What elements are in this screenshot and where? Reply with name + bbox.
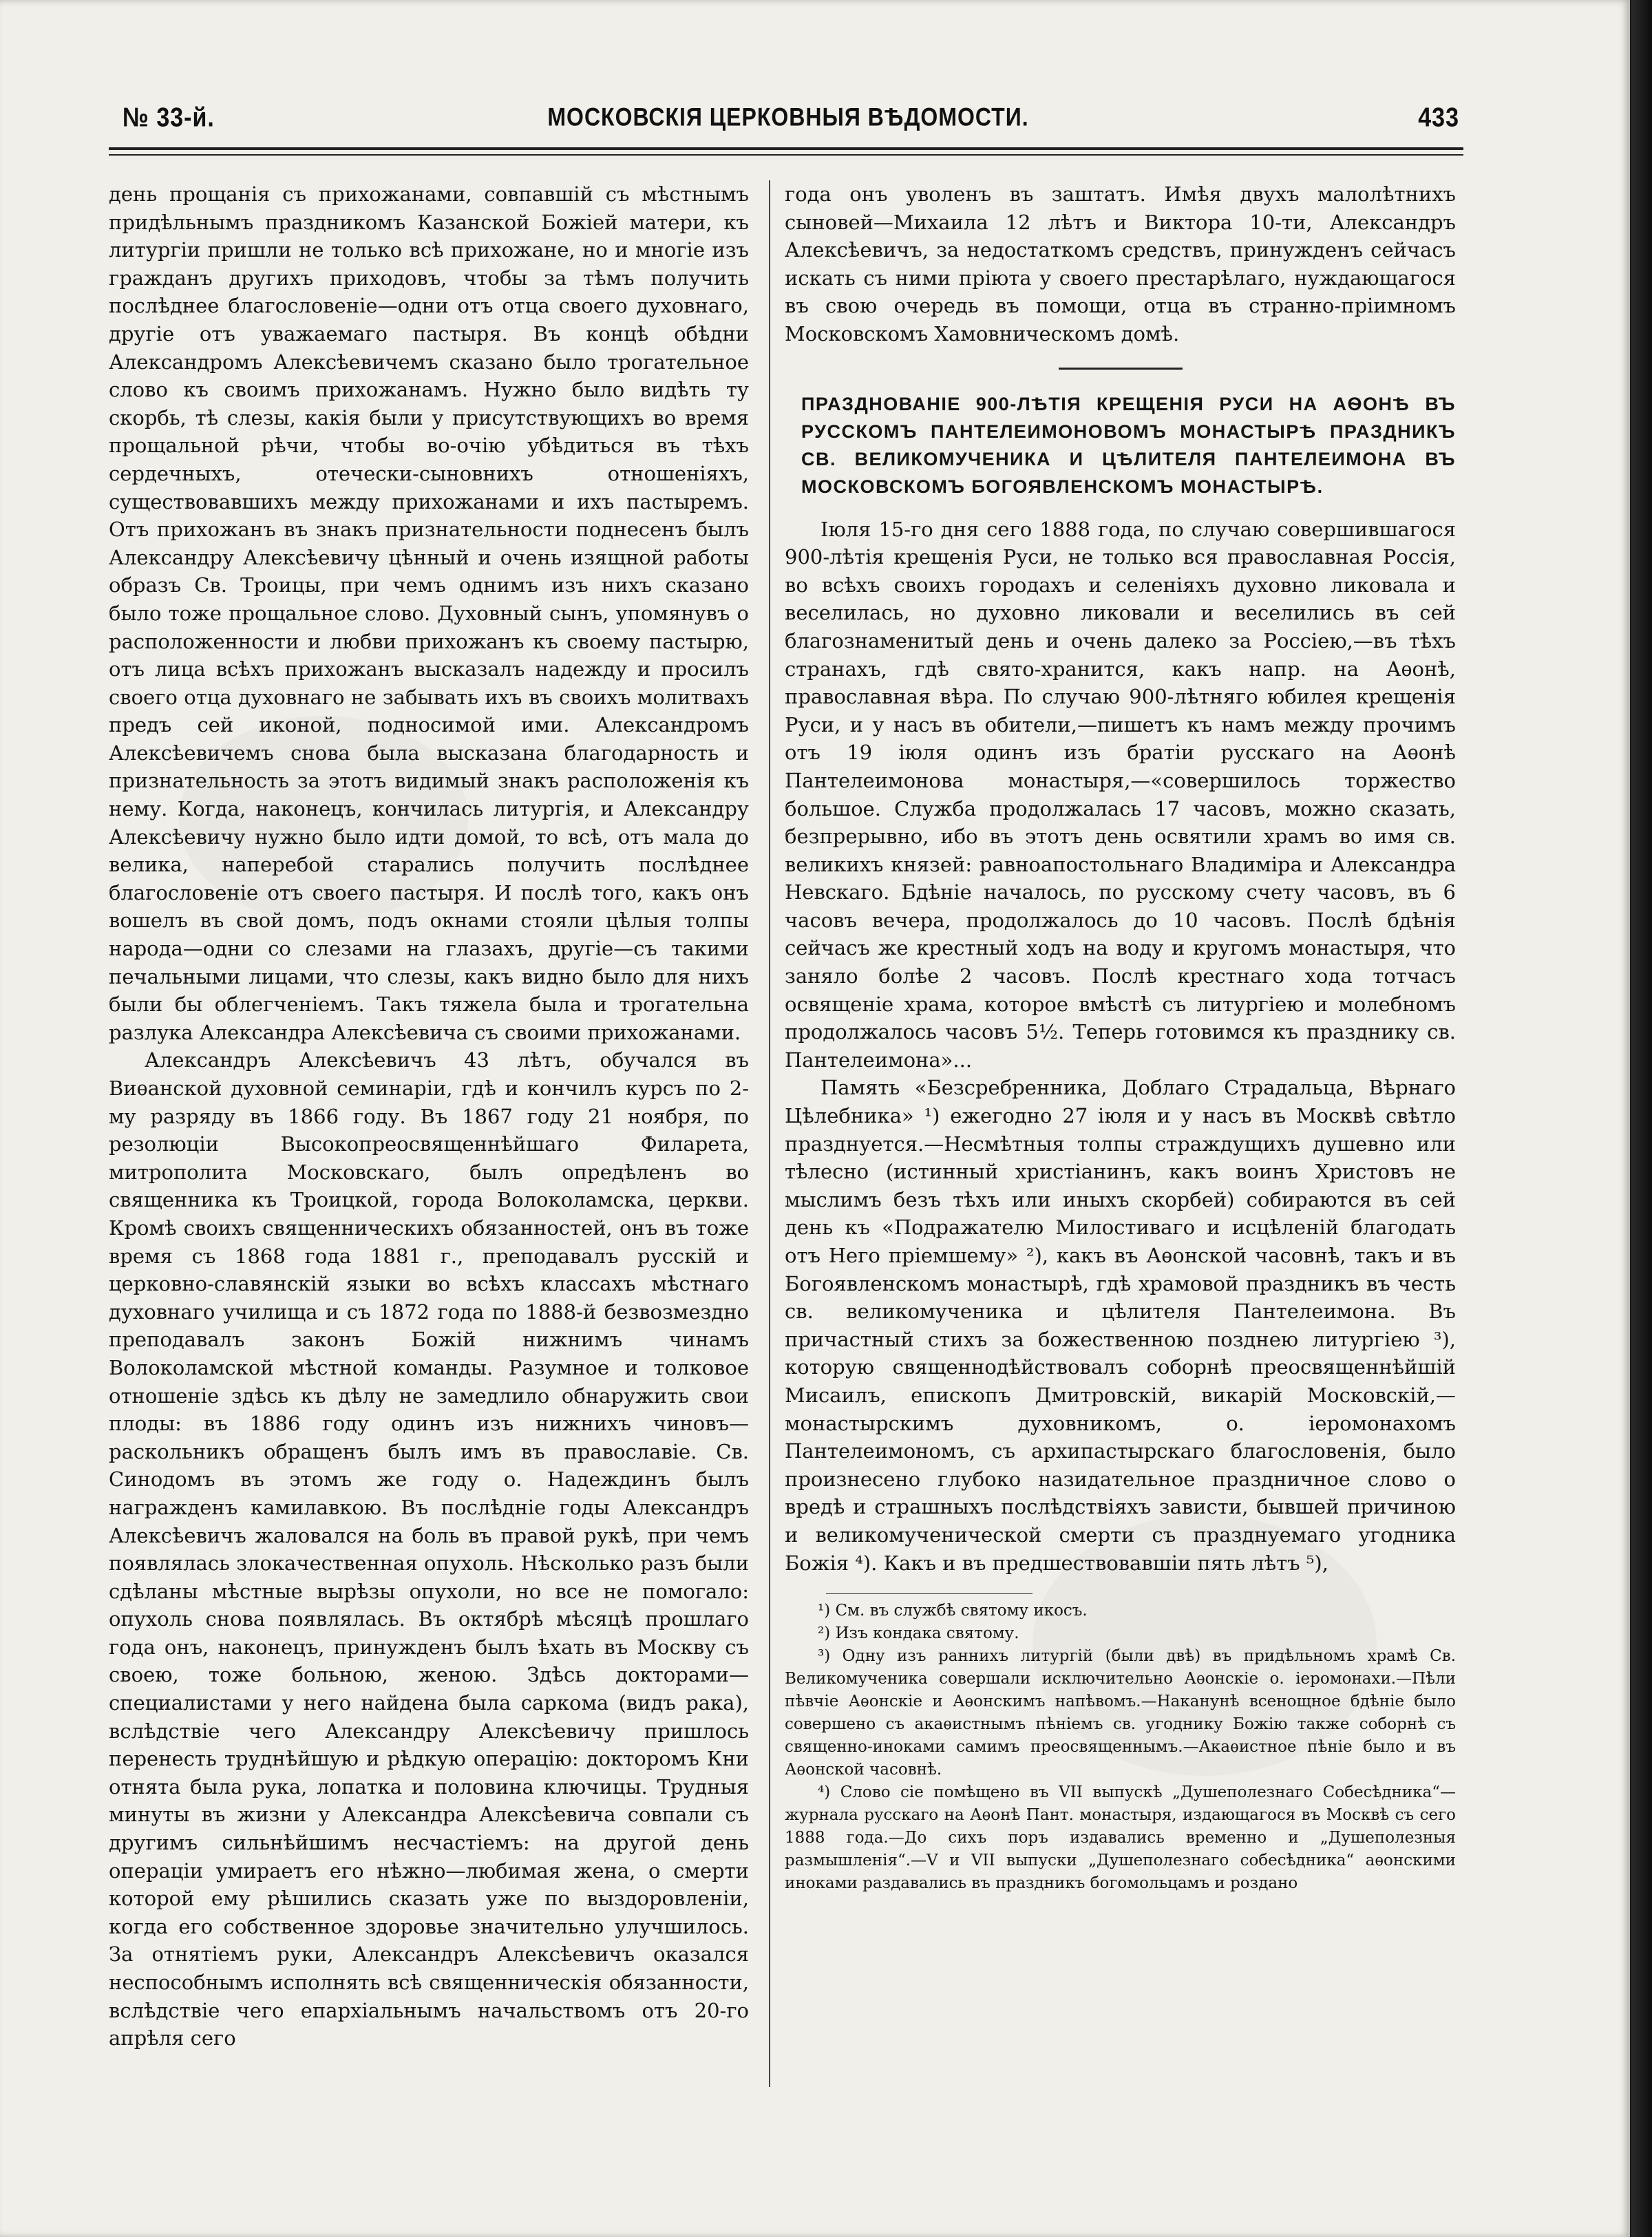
left-column <box>109 180 749 2053</box>
paragraph: Александръ Алексѣевичъ 43 лѣтъ, обучался въ Виѳанской духовной семинаріи, гдѣ и кончилъ курсъ по 2-му разряду въ 1866 году. Въ 1867 году 21 ноября, по резолюціи Высокопреосвященнѣйшаго Филарета, митрополита Московскаго, былъ опредѣленъ во священника къ Троицкой, города Волоколамска, церкви. Кромѣ своихъ священническихъ обязанностей, онъ въ тоже время съ 1868 года 1881 г., преподавалъ русскій и церковно-славянскій языки во всѣхъ классахъ мѣстнаго духовнаго училища и съ 1872 года по 1888-й безвозмездно преподавалъ законъ Божій нижнимъ чинамъ Волоколамской мѣстной команды. Разумное и толковое отношеніе здѣсь къ дѣлу не замедлило обнаружить свои плоды: въ 1886 году одинъ изъ нижнихъ чиновъ—раскольникъ обращенъ былъ имъ въ православіе. Св. Синодомъ въ этомъ же году о. Надеждинъ былъ награжденъ камилавкою. Въ послѣдніе годы Александръ Алексѣевичъ жаловался на боль въ правой рукѣ, при чемъ появлялась злокачественная опухоль. Нѣсколько разъ были сдѣланы мѣстные вырѣзы опухоли, но все не помогало: опухоль снова появлялась. Въ октябрѣ мѣсяцѣ прошлаго года онъ, наконецъ, принужденъ былъ ѣхать въ Москву съ своею, тоже больною, женою. Здѣсь докторами—специалистами у него найдена была саркома (видъ рака), вслѣдствіе чего Александру Алексѣевичу пришлось перенесть труднѣйшую и рѣдкую операцію: докторомъ Кни отнята была рука, лопатка и половина ключицы. Трудныя минуты въ жизни у Александра Алексѣевича совпали съ другимъ сильнѣйшимъ несчастіемъ: на другой день операціи умираетъ его нѣжно—любимая жена, о смерти которой ему рѣшились сказать уже по выздоровленіи, когда его собственное здоровье значительно улучшилось. За отнятіемъ руки, Александръ Алексѣевичъ оказался неспособнымъ исполнять всѣ священническія обязанности, вслѣдствіе чего епархіальнымъ начальствомъ отъ 20-го апрѣля сего <box>109 1048 749 2050</box>
footnotes <box>785 1600 1456 1895</box>
header-rule-thick <box>109 147 1463 150</box>
footnote-rule <box>826 1593 1032 1594</box>
right-column <box>785 180 1456 1895</box>
paragraph: день прощанія съ прихожанами, совпавшій съ мѣстнымъ придѣльнымъ праздникомъ Казанской Божіей матери, къ литургіи пришли не только всѣ прихожане, но и многіе изъ гражданъ другихъ приходовъ, чтобы за тѣмъ получить послѣднее благословеніе—одни отъ отца своего духовнаго, другіе отъ уважаемаго пастыря. Въ концѣ обѣдни Александромъ Алексѣевичемъ сказано было трогательное слово къ своимъ прихожанамъ. Нужно было видѣть ту скорбь, тѣ слезы, какія были у присутствующихъ во время прощальной рѣчи, чтобы во-очію убѣдиться въ тѣхъ сердечныхъ, отечески-сыновнихъ отношеніяхъ, существовавшихъ между прихожанами и ихъ пастыремъ. Отъ прихожанъ въ знакъ признательности поднесенъ былъ Александру Алексѣевичу цѣнный и очень изящной работы образъ Св. Троицы, при чемъ однимъ изъ нихъ сказано было тоже прощальное слово. Духовный сынъ, упомянувъ о расположенности и любви прихожанъ къ своему пастырю, отъ лица всѣхъ прихожанъ высказалъ надежду и просилъ своего отца духовнаго не забывать ихъ въ своихъ молитвахъ предъ сей иконой, подносимой ими. Александромъ Алексѣевичемъ снова была высказана благодарность и признательность за этотъ видимый знакъ расположенія къ нему. Когда, наконецъ, кончилась литургія, и Александру Алексѣевичу нужно было идти домой, то всѣ, отъ мала до велика, наперебой старались получить послѣднее благословеніе отъ своего пастыря. И послѣ того, какъ онъ вошелъ въ свой домъ, подъ окнами стояли цѣлыя толпы народа—одни со слезами на глазахъ, другіе—съ такими печальными лицами, что слезы, какъ видно было для нихъ были бы облегченіемъ. Такъ тяжела была и трогательна разлука Александра Алексѣевича съ своими прихожанами. <box>109 182 749 1044</box>
left-column-text <box>109 180 749 2053</box>
paragraph: Память «Безсребренника, Доблаго Страдальца, Вѣрнаго Цѣлебника» ¹) ежегодно 27 іюля и у насъ въ Москвѣ свѣтло празднуется.—Несмѣтныя толпы страждущихъ душевно или тѣлесно (истинный христіанинъ, какъ воинъ Христовъ не мыслимъ безъ тѣхъ или иныхъ скорбей) собираются въ сей день къ «Подражателю Милостиваго и исцѣленій благодать отъ Него пріемшему» ²), какъ въ Аѳонской часовнѣ, такъ и въ Богоявленскомъ монастырѣ, гдѣ храмовой праздникъ въ честь св. великомученика и цѣлителя Пантелеимона. Въ причастный стихъ за божественною позднею литургіею ³), которую священнодѣйствовалъ соборнѣ преосвященнѣйшій Мисаилъ, епископъ Дмитровскій, викарій Московскій,—монастырскимъ духовникомъ, о. іеромонахомъ Пантелеимономъ, съ архипастырскаго благословенія, было произнесено глубоко назидательное праздничное слово о вредѣ и страшныхъ послѣдствіяхъ зависти, бывшей причиною и великомученической смерти съ празднуемаго угодника Божія ⁴). Какъ и въ предшествовавшіи пять лѣтъ ⁵), <box>785 1076 1456 1575</box>
footnote: ³) Одну изъ раннихъ литургій (были двѣ) въ придѣльномъ храмѣ Св. Великомученика совершали исключительно Аѳонскіе о. іеромонахи.—Пѣли пѣвчіе Аѳонскіе и Аѳонскимъ напѣвомъ.—Наканунѣ всенощное бдѣніе было совершено съ акаѳистнымъ пѣніемъ св. угоднику Божію также соборнѣ съ священно-иноками самимъ преосвященнымъ.—Акаѳистное пѣніе было и въ Аѳонской часовнѣ. <box>785 1647 1456 1779</box>
paragraph: Іюля 15-го дня сего 1888 года, по случаю совершившагося 900-лѣтія крещенія Руси, не только вся православная Россія, во всѣхъ своихъ городахъ и селеніяхъ духовно ликовала и веселилась, но духовно ликовали и веселились въ сей благознаменитый день и очень далеко за Россіею,—въ тѣхъ странахъ, гдѣ свято-хранится, какъ напр. на Аѳонѣ, православная вѣра. По случаю 900-лѣтняго юбилея крещенія Руси, и у насъ въ обители,—пишетъ къ намъ между прочимъ отъ 19 іюля одинъ изъ братіи русскаго на Аѳонѣ Пантелеимонова монастыря,—«совершилось торжество большое. Служба продолжалась 17 часовъ, можно сказать, безпрерывно, ибо въ этотъ день освятили храмъ во имя св. великихъ князей: равноапостольнаго Владиміра и Александра Невскаго. Бдѣніе началось, по русскому счету часовъ, въ 6 часовъ вечера, продолжалось до 10 часовъ. Послѣ бдѣнія сейчасъ же крестный ходъ на воду и кругомъ монастыря, что заняло болѣе 2 часовъ. Послѣ крестнаго хода тотчасъ освященіе храма, которое вмѣстѣ съ литургіею и молебномъ продолжалось часовъ 5½. Теперь готовимся къ празднику св. Пантелеимона»... <box>785 517 1456 1072</box>
section-divider <box>1059 368 1183 370</box>
page-number: 433 <box>1418 103 1459 133</box>
footnote: ⁴) Слово сіе помѣщено въ VII выпускѣ „Душеполезнаго Собесѣдника“—журнала русскаго на Аѳонѣ Пант. монастыря, издающагося въ Москвѣ съ сего 1888 года.—До сихъ поръ издавались временно и „Душеполезныя размышленія“.—V и VII выпуски „Душеполезнаго собесѣдника“ аѳонскими иноками раздавались въ праздникъ богомольцамъ и роздано <box>785 1783 1456 1893</box>
footnote: ¹) См. въ службѣ святому икосъ. <box>818 1602 1088 1620</box>
article-title: ПРАЗДНОВАНІЕ 900-ЛѢТІЯ КРЕЩЕНІЯ РУСИ НА АѲОНѢ ВЪ РУССКОМЪ ПАНТЕЛЕИМОНОВОМЪ МОНАСТЫРѢ ПРАЗДНИКЪ СВ. ВЕЛИКОМУЧЕНИКА И ЦѢЛИТЕЛЯ ПАНТЕЛЕИМОНА ВЪ МОСКОВСКОМЪ БОГОЯВЛЕНСКОМЪ МОНАСТЫРѢ. <box>801 393 1456 497</box>
paragraph: года онъ уволенъ въ заштатъ. Имѣя двухъ малолѣтнихъ сыновей—Михаила 12 лѣтъ и Виктора 10-ти, Александръ Алексѣевичъ, за недостаткомъ средствъ, принужденъ сейчасъ искать съ ними пріюта у своего престарѣлаго, нуждающагося въ свою очередь въ помощи, отца въ странно-пріимномъ Московскомъ Хамовническомъ домѣ. <box>785 182 1456 346</box>
column-divider <box>769 180 770 2087</box>
right-column-text <box>785 180 1456 1577</box>
publication-title: МОСКОВСКІЯ ЦЕРКОВНЫЯ ВѢДОМОСТИ. <box>547 103 1029 131</box>
page-header <box>117 105 1459 139</box>
issue-number: № 33-й. <box>123 103 215 133</box>
footnote: ²) Изъ кондака святому. <box>818 1624 1019 1643</box>
page-edge-shadow <box>1631 0 1652 2237</box>
header-rule-thin <box>109 154 1463 156</box>
